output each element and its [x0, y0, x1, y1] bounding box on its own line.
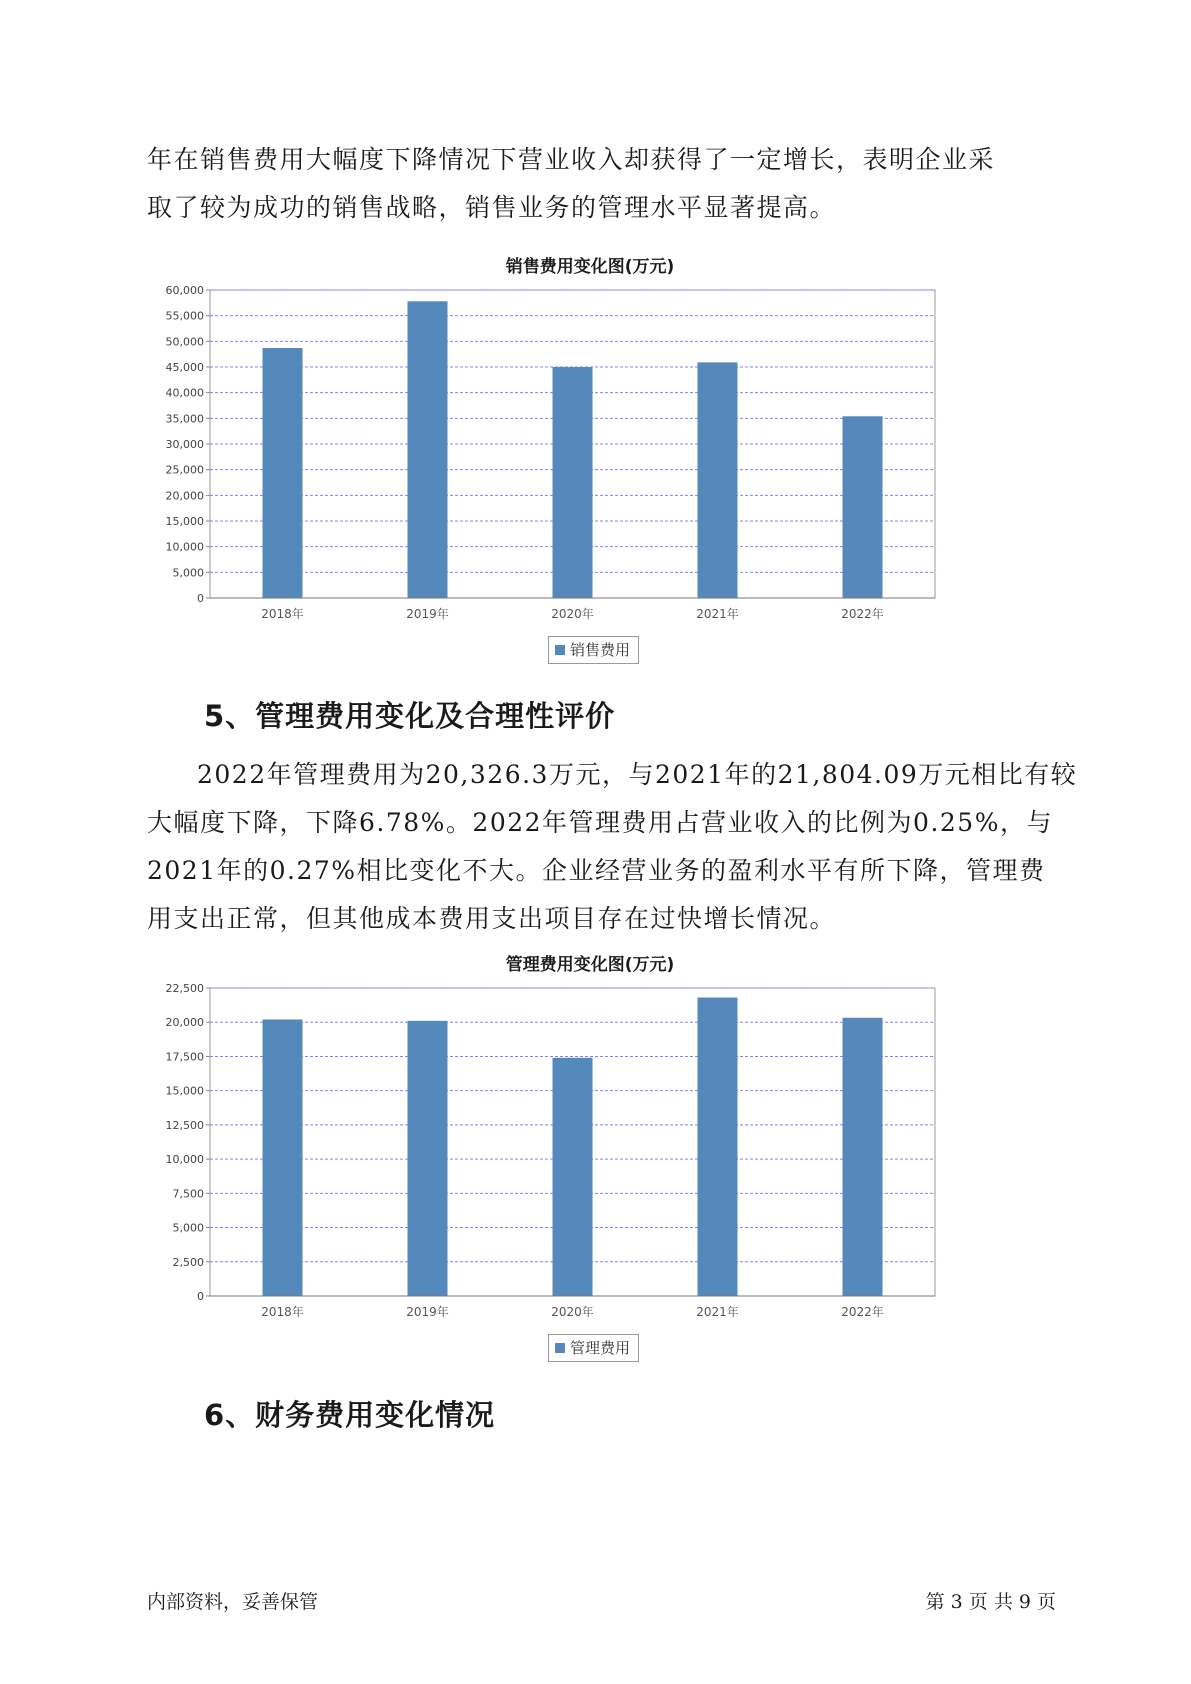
y-tick-label: 40,000: [165, 386, 204, 400]
bar: [408, 1021, 448, 1296]
legend-swatch: [555, 645, 565, 655]
admin-expense-chart: [150, 948, 1030, 1368]
text-line: 用支出正常，但其他成本费用支出项目存在过快增长情况。: [147, 904, 837, 933]
x-tick-label: 2018年: [261, 1305, 304, 1319]
paragraph-admin-expense: [147, 751, 1078, 943]
chart-legend: [548, 1334, 639, 1362]
y-tick-label: 30,000: [165, 438, 204, 451]
bar: [408, 301, 448, 598]
y-tick-label: 10,000: [165, 1153, 204, 1167]
y-tick-label: 0: [197, 1290, 204, 1303]
y-tick-label: 12,500: [165, 1118, 204, 1132]
legend-swatch: [555, 1343, 565, 1353]
y-tick-label: 20,000: [165, 489, 204, 503]
section-6-heading: 6、财务费用变化情况: [204, 1398, 496, 1432]
paragraph-sales-conclusion: [147, 136, 1052, 232]
text-line: 取了较为成功的销售战略，销售业务的管理水平显著提高。: [147, 193, 837, 222]
bar: [263, 1019, 303, 1296]
chart-title: 管理费用变化图(万元): [505, 955, 675, 975]
y-tick-label: 0: [197, 592, 204, 605]
bar: [843, 416, 883, 598]
chart-title: 销售费用变化图(万元): [505, 257, 675, 277]
y-tick-label: 55,000: [165, 309, 204, 323]
y-tick-label: 5,000: [172, 566, 204, 580]
x-tick-label: 2019年: [406, 1305, 449, 1319]
bar: [698, 998, 738, 1296]
chart-legend: [548, 636, 639, 664]
footer-confidential-note: 内部资料，妥善保管: [147, 1591, 319, 1613]
y-tick-label: 50,000: [165, 335, 204, 349]
sales-expense-chart-plot: [150, 280, 1030, 660]
y-tick-label: 35,000: [165, 412, 204, 426]
y-tick-label: 15,000: [165, 1084, 204, 1098]
bar: [843, 1018, 883, 1296]
x-tick-label: 2020年: [551, 1305, 594, 1319]
y-tick-label: 7,500: [172, 1187, 204, 1201]
y-tick-label: 22,500: [165, 982, 204, 995]
x-tick-label: 2022年: [841, 1305, 884, 1319]
y-tick-label: 20,000: [165, 1016, 204, 1030]
text-line: 2022年管理费用为20,326.3万元，与2021年的21,804.09万元相比有较: [197, 760, 1078, 789]
y-tick-label: 17,500: [165, 1050, 204, 1064]
footer-page-number: 第 3 页 共 9 页: [925, 1591, 1056, 1613]
text-line: 2021年的0.27%相比变化不大。企业经营业务的盈利水平有所下降，管理费: [147, 856, 1046, 885]
y-tick-label: 25,000: [165, 463, 204, 477]
legend-label: 管理费用: [570, 1339, 631, 1357]
text-line: 年在销售费用大幅度下降情况下营业收入却获得了一定增长，表明企业采: [147, 145, 996, 174]
x-tick-label: 2020年: [551, 607, 594, 621]
bar: [698, 362, 738, 598]
admin-expense-chart-plot: [150, 978, 1030, 1358]
text-line: 大幅度下降，下降6.78%。2022年管理费用占营业收入的比例为0.25%，与: [147, 808, 1053, 837]
bar: [553, 1058, 593, 1296]
x-tick-label: 2018年: [261, 607, 304, 621]
x-tick-label: 2021年: [696, 607, 739, 621]
y-tick-label: 15,000: [165, 515, 204, 528]
x-tick-label: 2022年: [841, 607, 884, 621]
bar: [263, 348, 303, 598]
bar: [553, 367, 593, 598]
y-tick-label: 2,500: [172, 1255, 204, 1269]
x-tick-label: 2019年: [406, 607, 449, 621]
y-tick-label: 45,000: [165, 361, 204, 374]
legend-label: 销售费用: [570, 641, 631, 659]
y-tick-label: 5,000: [172, 1221, 204, 1235]
x-tick-label: 2021年: [696, 1305, 739, 1319]
y-tick-label: 60,000: [165, 284, 204, 297]
section-5-heading: 5、管理费用变化及合理性评价: [204, 699, 616, 733]
y-tick-label: 10,000: [165, 540, 204, 554]
sales-expense-chart: [150, 250, 1030, 670]
